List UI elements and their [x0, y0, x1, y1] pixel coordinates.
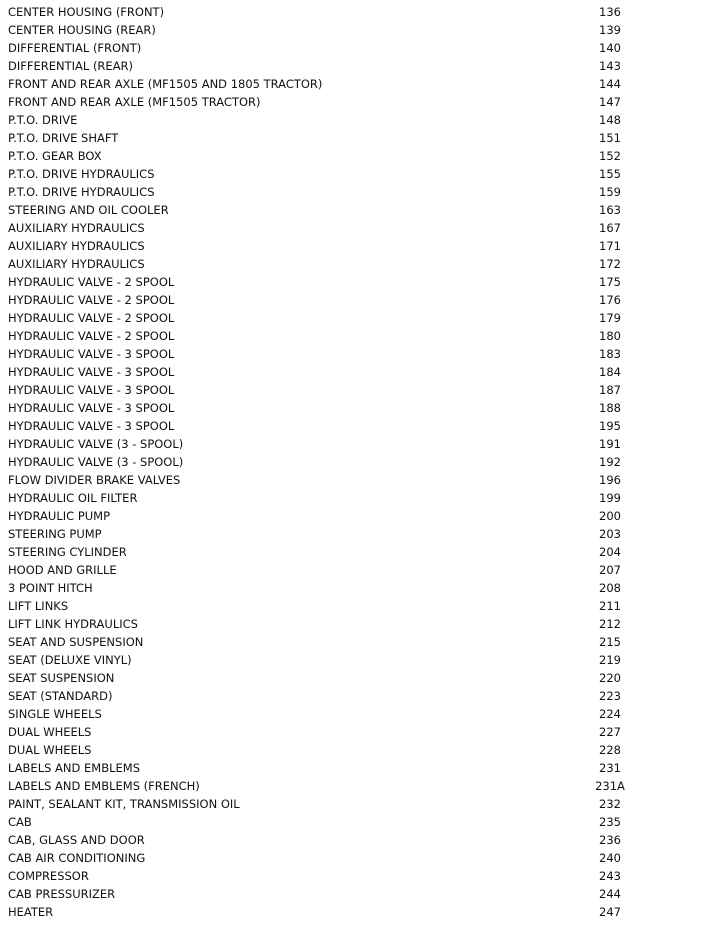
toc-row[interactable] — [0, 75, 721, 93]
toc-row[interactable] — [0, 291, 721, 309]
toc-entry-title: STEERING CYLINDER — [8, 545, 127, 559]
toc-entry-title: HYDRAULIC VALVE - 3 SPOOL — [8, 419, 175, 433]
toc-entry-page: 208 — [599, 581, 621, 595]
toc-entry-page: 136 — [599, 5, 621, 19]
toc-row[interactable] — [0, 363, 721, 381]
toc-entry-title: DIFFERENTIAL (REAR) — [8, 59, 134, 73]
toc-row[interactable] — [0, 309, 721, 327]
toc-entry-title: CAB, GLASS AND DOOR — [8, 833, 145, 847]
toc-entry-page: 228 — [599, 743, 621, 757]
toc-entry-page: 207 — [599, 563, 621, 577]
toc-entry-title: HYDRAULIC VALVE - 3 SPOOL — [8, 383, 175, 397]
toc-entry-title: SEAT (DELUXE VINYL) — [8, 653, 132, 667]
toc-row[interactable] — [0, 651, 721, 669]
toc-entry-page: 175 — [599, 275, 621, 289]
toc-entry-title: CAB — [8, 815, 32, 829]
toc-entry-title: HOOD AND GRILLE — [8, 563, 117, 577]
toc-entry-page: 183 — [599, 347, 621, 361]
toc-entry-title: STEERING PUMP — [8, 527, 102, 541]
toc-entry-page: 144 — [599, 77, 621, 91]
toc-entry-page: 163 — [599, 203, 621, 217]
toc-entry-title: P.T.O. DRIVE SHAFT — [8, 131, 119, 145]
toc-entry-page: 140 — [599, 41, 621, 55]
toc-entry-page: 235 — [599, 815, 621, 829]
toc-row[interactable] — [0, 111, 721, 129]
toc-entry-title: HYDRAULIC VALVE - 3 SPOOL — [8, 365, 175, 379]
toc-entry-page: 219 — [599, 653, 621, 667]
toc-entry-title: HYDRAULIC VALVE - 3 SPOOL — [8, 347, 175, 361]
toc-entry-page: 200 — [599, 509, 621, 523]
toc-row[interactable] — [0, 417, 721, 435]
toc-entry-title: HYDRAULIC VALVE (3 - SPOOL) — [8, 437, 184, 451]
toc-entry-title: HYDRAULIC VALVE - 2 SPOOL — [8, 275, 175, 289]
toc-entry-page: 167 — [599, 221, 621, 235]
toc-row[interactable] — [0, 723, 721, 741]
toc-row[interactable] — [0, 165, 721, 183]
toc-entry-page: 223 — [599, 689, 621, 703]
toc-entry-page: 191 — [599, 437, 621, 451]
toc-entry-title: LABELS AND EMBLEMS — [8, 761, 141, 775]
toc-entry-title: HYDRAULIC VALVE - 2 SPOOL — [8, 311, 175, 325]
toc-entry-page: 176 — [599, 293, 621, 307]
toc-row[interactable] — [0, 435, 721, 453]
toc-entry-page: 139 — [599, 23, 621, 37]
toc-entry-title: CENTER HOUSING (REAR) — [8, 23, 156, 37]
toc-entry-page: 243 — [599, 869, 621, 883]
toc-entry-title: LABELS AND EMBLEMS (FRENCH) — [8, 779, 200, 793]
toc-entry-page: 184 — [599, 365, 621, 379]
toc-entry-page: 232 — [599, 797, 621, 811]
toc-entry-title: HYDRAULIC VALVE - 2 SPOOL — [8, 293, 175, 307]
toc-entry-page: 180 — [599, 329, 621, 343]
toc-row[interactable] — [0, 129, 721, 147]
toc-entry-title: SEAT SUSPENSION — [8, 671, 115, 685]
toc-row[interactable] — [0, 633, 721, 651]
toc-entry-title: CENTER HOUSING (FRONT) — [8, 5, 165, 19]
toc-entry-title: LIFT LINKS — [8, 599, 69, 613]
toc-entry-page: 192 — [599, 455, 621, 469]
toc-row[interactable] — [0, 255, 721, 273]
toc-entry-page: 159 — [599, 185, 621, 199]
toc-row[interactable] — [0, 489, 721, 507]
toc-row[interactable] — [0, 471, 721, 489]
toc-row[interactable] — [0, 57, 721, 75]
toc-entry-title: SINGLE WHEELS — [8, 707, 102, 721]
toc-row[interactable] — [0, 597, 721, 615]
toc-entry-title: CAB AIR CONDITIONING — [8, 851, 146, 865]
toc-row[interactable] — [0, 381, 721, 399]
toc-entry-page: 187 — [599, 383, 621, 397]
toc-entry-title: DUAL WHEELS — [8, 725, 92, 739]
toc-row[interactable] — [0, 615, 721, 633]
toc-row[interactable] — [0, 273, 721, 291]
toc-entry-title: PAINT, SEALANT KIT, TRANSMISSION OIL — [8, 797, 240, 811]
toc-entry-title: DIFFERENTIAL (FRONT) — [8, 41, 142, 55]
toc-row[interactable] — [0, 777, 721, 795]
toc-row[interactable] — [0, 543, 721, 561]
toc-entry-page: 204 — [599, 545, 621, 559]
toc-entry-page: 199 — [599, 491, 621, 505]
toc-row[interactable] — [0, 525, 721, 543]
toc-entry-title: 3 POINT HITCH — [8, 581, 93, 595]
toc-row[interactable] — [0, 741, 721, 759]
toc-entry-title: LIFT LINK HYDRAULICS — [8, 617, 138, 631]
toc-row[interactable] — [0, 93, 721, 111]
toc-row[interactable] — [0, 21, 721, 39]
toc-row[interactable] — [0, 183, 721, 201]
toc-entry-title: DUAL WHEELS — [8, 743, 92, 757]
toc-row[interactable] — [0, 219, 721, 237]
toc-row[interactable] — [0, 849, 721, 867]
toc-row[interactable] — [0, 759, 721, 777]
toc-row[interactable] — [0, 237, 721, 255]
toc-entry-page: 236 — [599, 833, 621, 847]
toc-entry-title: STEERING AND OIL COOLER — [8, 203, 169, 217]
toc-row[interactable] — [0, 327, 721, 345]
toc-entry-title: P.T.O. DRIVE — [8, 113, 78, 127]
toc-row[interactable] — [0, 813, 721, 831]
toc-entry-page: 220 — [599, 671, 621, 685]
toc-entry-title: FRONT AND REAR AXLE (MF1505 AND 1805 TRACTOR) — [8, 77, 323, 91]
toc-entry-page: 155 — [599, 167, 621, 181]
toc-entry-title: COMPRESSOR — [8, 869, 89, 883]
toc-row[interactable] — [0, 453, 721, 471]
toc-entry-page: 247 — [599, 905, 621, 919]
toc-entry-page: 188 — [599, 401, 621, 415]
toc-entry-title: P.T.O. DRIVE HYDRAULICS — [8, 167, 155, 181]
toc-row[interactable] — [0, 201, 721, 219]
toc-entry-page: 231A — [595, 779, 625, 793]
toc-row[interactable] — [0, 561, 721, 579]
toc-entry-title: AUXILIARY HYDRAULICS — [8, 221, 145, 235]
toc-row[interactable] — [0, 867, 721, 885]
toc-row[interactable] — [0, 147, 721, 165]
toc-row[interactable] — [0, 399, 721, 417]
toc-entry-title: HYDRAULIC VALVE - 2 SPOOL — [8, 329, 175, 343]
toc-entry-title: CAB PRESSURIZER — [8, 887, 116, 901]
toc-entry-title: AUXILIARY HYDRAULICS — [8, 257, 145, 271]
toc-row[interactable] — [0, 39, 721, 57]
toc-entry-title: HYDRAULIC VALVE (3 - SPOOL) — [8, 455, 184, 469]
toc-entry-page: 171 — [599, 239, 621, 253]
toc-entry-page: 152 — [599, 149, 621, 163]
toc-entry-page: 211 — [599, 599, 621, 613]
toc-entry-page: 203 — [599, 527, 621, 541]
toc-entry-title: FRONT AND REAR AXLE (MF1505 TRACTOR) — [8, 95, 261, 109]
toc-entry-page: 215 — [599, 635, 621, 649]
toc-entry-page: 231 — [599, 761, 621, 775]
toc-row[interactable] — [0, 705, 721, 723]
toc-entry-title: P.T.O. DRIVE HYDRAULICS — [8, 185, 155, 199]
toc-entry-page: 195 — [599, 419, 621, 433]
toc-entry-title: SEAT (STANDARD) — [8, 689, 113, 703]
toc-row[interactable] — [0, 885, 721, 903]
toc-entry-title: HYDRAULIC PUMP — [8, 509, 111, 523]
toc-entry-page: 143 — [599, 59, 621, 73]
toc-entry-page: 148 — [599, 113, 621, 127]
toc-entry-title: HYDRAULIC VALVE - 3 SPOOL — [8, 401, 175, 415]
toc-entry-page: 147 — [599, 95, 621, 109]
toc-row[interactable] — [0, 795, 721, 813]
toc-row[interactable] — [0, 669, 721, 687]
toc-entry-page: 212 — [599, 617, 621, 631]
toc-entry-page: 179 — [599, 311, 621, 325]
toc-entry-page: 151 — [599, 131, 621, 145]
toc-entry-title: HEATER — [8, 905, 54, 919]
toc-entry-title: AUXILIARY HYDRAULICS — [8, 239, 145, 253]
toc-entry-page: 172 — [599, 257, 621, 271]
toc-entry-title: FLOW DIVIDER BRAKE VALVES — [8, 473, 181, 487]
toc-entry-page: 224 — [599, 707, 621, 721]
toc-entry-page: 196 — [599, 473, 621, 487]
toc-row[interactable] — [0, 903, 721, 921]
toc-entry-page: 227 — [599, 725, 621, 739]
toc-entry-page: 244 — [599, 887, 621, 901]
toc-row[interactable] — [0, 507, 721, 525]
toc-row[interactable] — [0, 831, 721, 849]
toc-entry-title: SEAT AND SUSPENSION — [8, 635, 144, 649]
toc-entry-page: 240 — [599, 851, 621, 865]
toc-entry-title: P.T.O. GEAR BOX — [8, 149, 102, 163]
toc-entry-title: HYDRAULIC OIL FILTER — [8, 491, 138, 505]
toc-row[interactable] — [0, 345, 721, 363]
toc-row[interactable] — [0, 579, 721, 597]
toc-row[interactable] — [0, 687, 721, 705]
toc-row[interactable] — [0, 3, 721, 21]
